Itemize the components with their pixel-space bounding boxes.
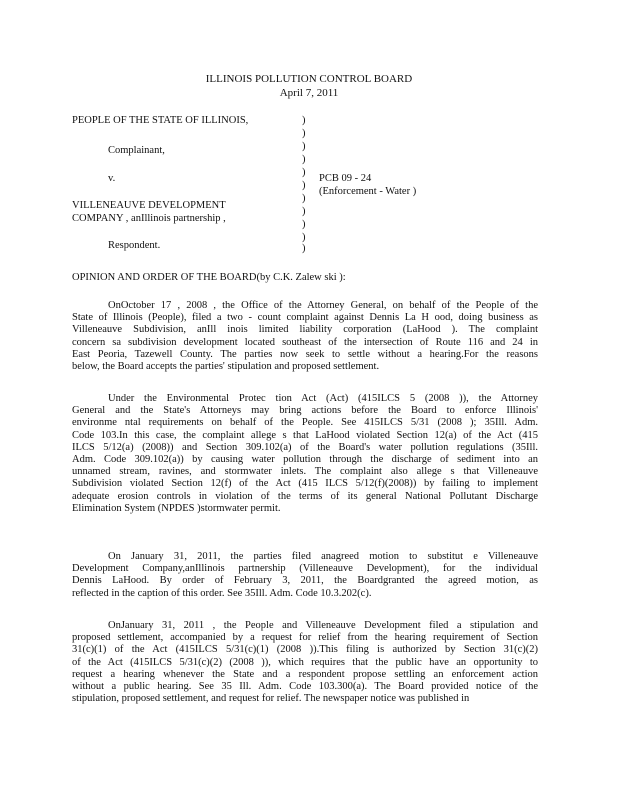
paragraph-line: below, the Board accepts the parties' stipulation and proposed settlement.	[72, 360, 380, 372]
paragraph-line: concern sa subdivision development located southeast of the intersection of Route 116 and 24 in	[72, 336, 538, 348]
caption-respondent-name-line2: COMPANY , anIllinois partnership ,	[72, 213, 226, 224]
paragraph-line: On January 31, 2011, the parties filed anagreed motion to substitut e Villeneauve	[108, 551, 538, 562]
paragraph-line: OnOctober 17 , 2008 , the Office of the Attorney General, on behalf of the People of the	[108, 300, 538, 311]
board-title: ILLINOIS POLLUTION CONTROL BOARD	[205, 73, 413, 85]
paragraph-1	[72, 300, 538, 373]
paragraph-4	[72, 620, 538, 705]
paragraph-line: Development Company,anIllinois partnership (Villeneauve Development), for the individual	[72, 563, 538, 575]
caption-people: PEOPLE OF THE STATE OF ILLINOIS,	[72, 115, 249, 126]
paragraph-line: 31(c)(1) of the Act (415ILCS 5/31(c)(1) (2008 )).This filing is authorized by Section 31(c)(2)	[72, 644, 538, 656]
paragraph-line: State of Illinois (People), filed a two - count complaint against Dennis La H ood, doing business as	[72, 312, 538, 324]
caption-versus: v.	[108, 173, 116, 184]
caption-complainant: Complainant,	[108, 145, 165, 156]
opinion-date: April 7, 2011	[279, 87, 339, 99]
paragraph-2	[72, 393, 538, 515]
case-type: (Enforcement - Water )	[319, 186, 417, 197]
paragraph-line: reflected in the caption of this order. See 35Ill. Adm. Code 10.3.202(c).	[72, 587, 372, 599]
paragraph-line: Under the Environmental Protec tion Act (Act) (415ILCS 5 (2008 )), the Attorney	[108, 393, 538, 404]
paragraph-line: Code 103.In this case, the complaint allege s that LaHood violated Section 12(a) of the Act (415	[72, 429, 538, 441]
case-caption: PEOPLE OF THE STATE OF ILLINOIS, Complainant, v. VILLENEAUVE DEVELOPMENT COMPANY , anIllinois partnership , Respondent. ) ) ) ) ) ) ) ) ) ) ) PCB 09 - 24 (Enforcement - Water )	[72, 115, 417, 254]
case-number: PCB 09 - 24	[319, 173, 372, 184]
paragraph-line: East Peoria, Tazewell County. The parties now seek to settle without a hearing.For the reasons	[72, 348, 538, 360]
paragraph-line: ILCS 5/12(a) (2008)) and Section 309.102(a) of the Board's water pollution regulations (35Ill.	[72, 441, 538, 453]
paragraph-line: without a public hearing. See 35 Ill. Adm. Code 103.300(a). The Board provided notice of the	[72, 680, 538, 692]
paragraph-line: environme ntal requirements on behalf of the People. See 415ILCS 5/31 (2008 ); 35Ill. Adm.	[72, 417, 538, 429]
paragraph-line: Elimination System (NPDES )stormwater permit.	[72, 502, 281, 514]
paragraph-line: unnamed stream, ravines, and stormwater inlets. The complaint also allege s that Villeneauve	[72, 466, 538, 478]
caption-respondent-name-line1: VILLENEAUVE DEVELOPMENT	[72, 200, 226, 211]
paragraph-line: proposed settlement, accompanied by a request for relief from the hearing requirement of Section	[72, 632, 538, 644]
paragraph-line: stipulation, proposed settlement, and request for relief. The newspaper notice was published in	[72, 693, 470, 705]
paragraph-3	[72, 551, 538, 600]
paragraph-line: OnJanuary 31, 2011 , the People and Villeneauve Development filed a stipulation and	[108, 620, 538, 631]
paragraph-line: Villeneauve Subdivision, anIll inois limited liability corporation (LaHood ). The complaint	[72, 324, 538, 336]
paragraph-line: request a hearing whenever the State and a respondent propose settling an enforcement action	[72, 668, 538, 680]
paragraph-line: Subdivision violated Section 12(f) of the Act (415 ILCS 5/12(f)(2008)) by failing to implement	[72, 478, 538, 490]
paragraph-line: of the Act (415ILCS 5/31(c)(2) (2008 )), which requires that the public have an opportunity to	[72, 656, 538, 668]
caption-respondent: Respondent.	[108, 240, 161, 251]
paragraph-line: adequate erosion controls in violation of the terms of its general National Pollutant Discharge	[72, 490, 538, 502]
paragraph-line: Dennis LaHood. By order of February 3, 2011, the Boardgranted the agreed motion, as	[72, 575, 538, 587]
paragraph-line: General and the State's Attorneys may bring actions before the Board to enforce Illinois'	[72, 405, 538, 417]
paragraph-line: Adm. Code 309.102(a)) by causing water pollution through the discharge of sediment into an	[72, 453, 538, 465]
opinion-heading: OPINION AND ORDER OF THE BOARD(by C.K. Zalew ski ):	[72, 272, 346, 283]
